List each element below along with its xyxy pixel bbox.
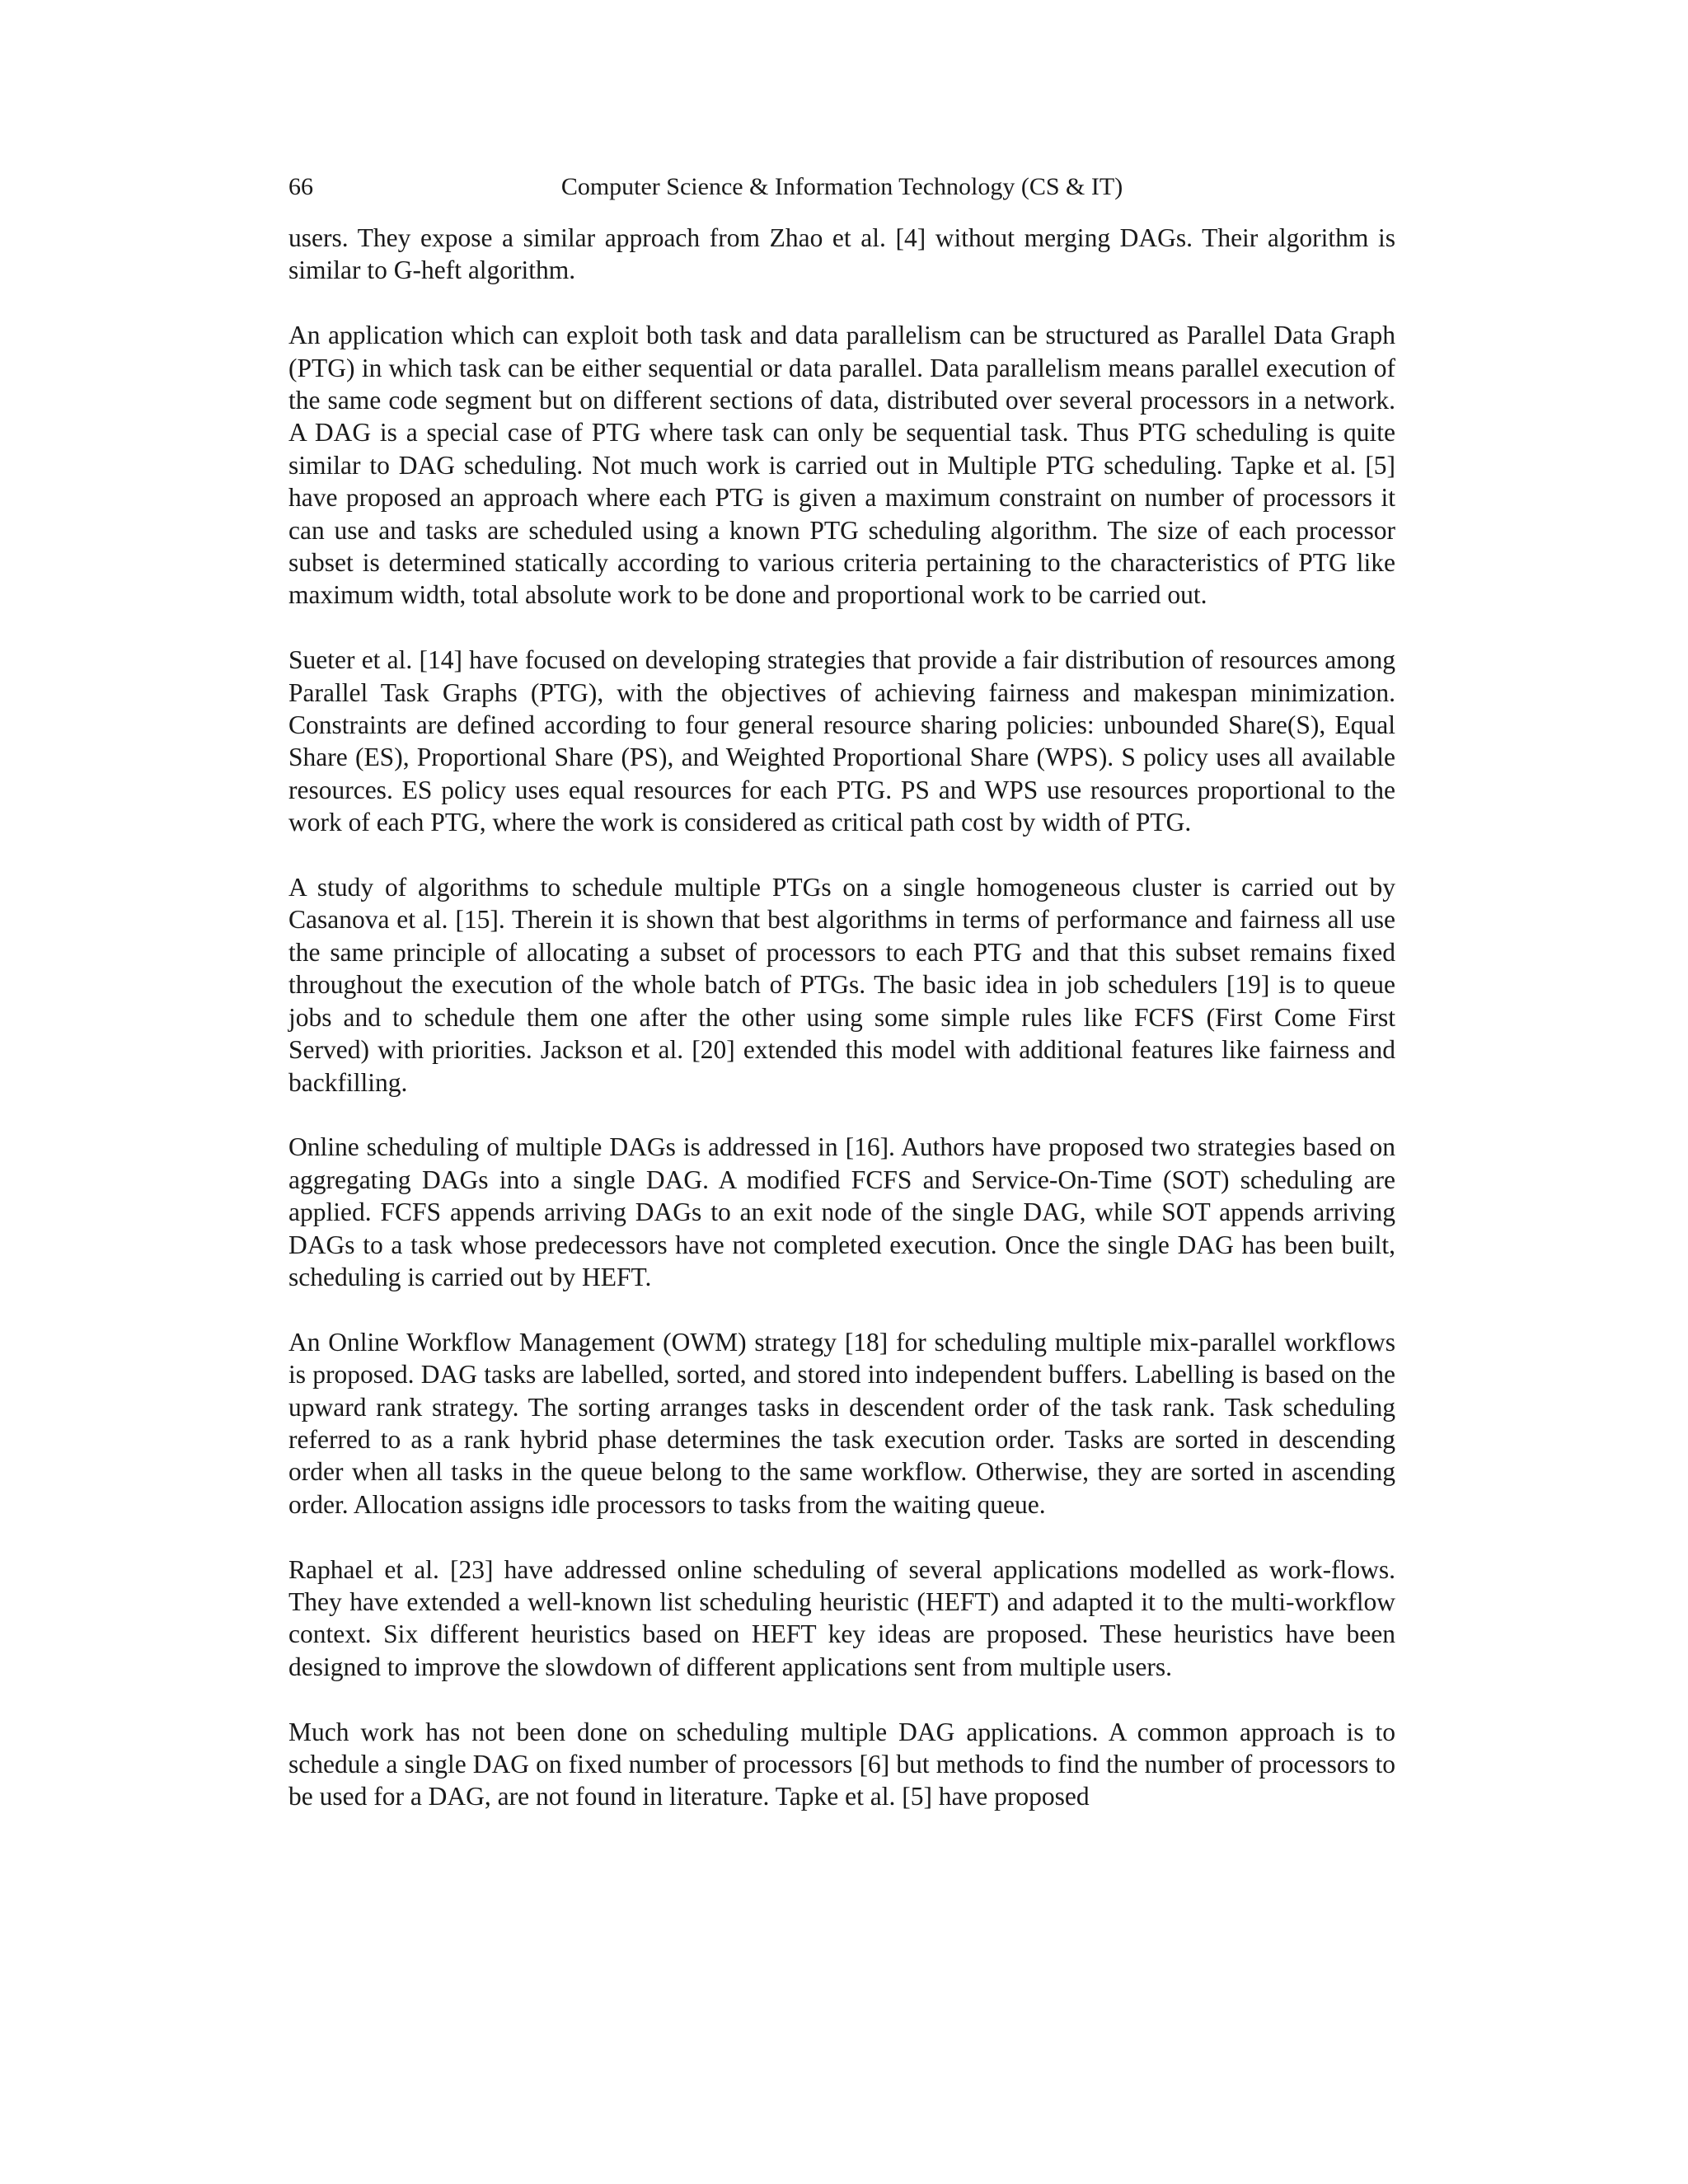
journal-title: Computer Science & Information Technology (CS & IT) [560,173,1123,200]
page [288,169,1395,1813]
paragraph-multiple-dag: Much work has not been done on scheduling multiple DAG applications. A common approach is to schedule a single DAG on fixed number of processors [6] but methods to find the number of processors to be used for a DAG, are not found in literature. Tapke et al. [5] have proposed [288,1717,1395,1811]
paragraph-continuation: users. They expose a similar approach from Zhao et al. [4] without merging DAGs. Their algorithm is similar to G-heft algorithm. [288,223,1395,285]
paragraph-raphael-heft: Raphael et al. [23] have addressed online scheduling of several applications modelled as work-flows. They have extended a well-known list scheduling heuristic (HEFT) and adapted it to the multi-workflow context. Six different heuristics based on HEFT key ideas are proposed. These heuristics have been designed to improve the slowdown of different applications sent from multiple users. [288,1554,1395,1681]
running-header [288,169,1395,205]
page-number: 66 [288,173,313,200]
paragraph-casanova-study: A study of algorithms to schedule multiple PTGs on a single homogeneous cluster is carried out by Casanova et al. [15]. Therein it is shown that best algorithms in terms of performance and fairness all use the same principle of allocating a subset of processors to each PTG and that this subset remains fixed throughout the execution of the whole batch of PTGs. The basic idea in job schedulers [19] is to queue jobs and to schedule them one after the other using some simple rules like FCFS (First Come First Served) with priorities. Jackson et al. [20] extended this model with additional features like fairness and backfilling. [288,873,1395,1097]
paragraph-online-scheduling: Online scheduling of multiple DAGs is addressed in [16]. Authors have proposed two strategies based on aggregating DAGs into a single DAG. A modified FCFS and Service-On-Time (SOT) scheduling are applied. FCFS appends arriving DAGs to an exit node of the single DAG, while SOT appends arriving DAGs to a task whose predecessors have not completed execution. Once the single DAG has been built, scheduling is carried out by HEFT. [288,1132,1395,1291]
paragraph-sueter-fairness: Sueter et al. [14] have focused on developing strategies that provide a fair distribution of resources among Parallel Task Graphs (PTG), with the objectives of achieving fairness and makespan minimization. Constraints are defined according to four general resource sharing policies: unbounded Share(S), Equal Share (ES), Proportional Share (PS), and Weighted Proportional Share (WPS). S policy uses all available resources. ES policy uses equal resources for each PTG. PS and WPS use resources proportional to the work of each PTG, where the work is considered as critical path cost by width of PTG. [288,645,1395,837]
body-text [288,222,1395,1813]
paragraph-ptg-scheduling: An application which can exploit both task and data parallelism can be structured as Parallel Data Graph (PTG) in which task can be either sequential or data parallel. Data parallelism means parallel execution of the same code segment but on different sections of data, distributed over several processors in a network. A DAG is a special case of PTG where task can only be sequential task. Thus PTG scheduling is quite similar to DAG scheduling. Not much work is carried out in Multiple PTG scheduling. Tapke et al. [5] have proposed an approach where each PTG is given a maximum constraint on number of processors it can use and tasks are scheduled using a known PTG scheduling algorithm. The size of each processor subset is determined statically according to various criteria pertaining to the characteristics of PTG like maximum width, total absolute work to be done and proportional work to be carried out. [288,321,1395,610]
paragraph-owm-strategy: An Online Workflow Management (OWM) strategy [18] for scheduling multiple mix-parallel workflows is proposed. DAG tasks are labelled, sorted, and stored into independent buffers. Labelling is based on the upward rank strategy. The sorting arranges tasks in descendent order of the task rank. Task scheduling referred to as a rank hybrid phase determines the task execution order. Tasks are sorted in descending order when all tasks in the queue belong to the same workflow. Otherwise, they are sorted in ascending order. Allocation assigns idle processors to tasks from the waiting queue. [288,1327,1395,1519]
